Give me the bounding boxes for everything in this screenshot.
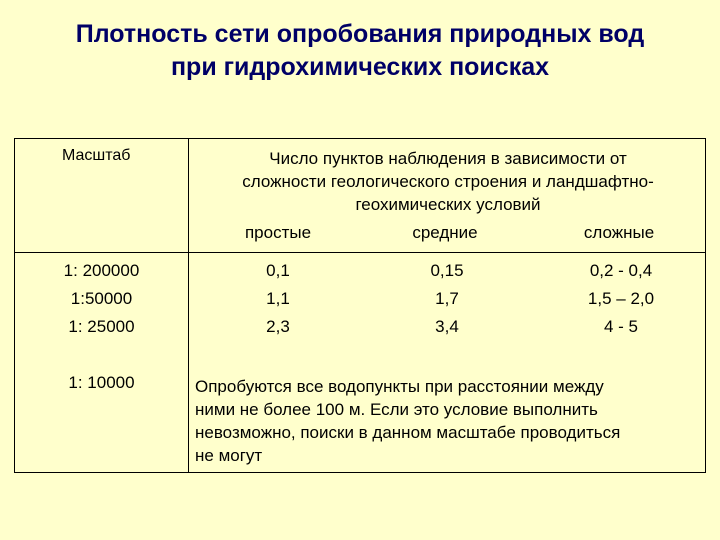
cell-medium: 1,7 xyxy=(435,289,459,308)
cell-complex: 1,5 – 2,0 xyxy=(587,289,655,308)
header-count-line-1: Число пунктов наблюдения в зависимости от xyxy=(269,149,627,168)
page-title xyxy=(0,18,720,84)
table-row-scale: 1: 200000 xyxy=(63,261,140,280)
sampling-density-table xyxy=(14,138,706,473)
simple-values xyxy=(218,257,338,341)
table-row-scale: 1:50000 xyxy=(70,289,133,308)
header-complex: сложные xyxy=(583,223,655,242)
table-row-divider xyxy=(15,252,705,253)
cell-simple: 2,3 xyxy=(266,317,290,336)
note-large-scale xyxy=(195,375,701,467)
scale-list xyxy=(15,257,188,341)
header-count-line-3: геохимических условий xyxy=(355,195,541,214)
header-count-line-2: сложности геологического строения и ландшафтно- xyxy=(242,172,654,191)
cell-simple: 1,1 xyxy=(266,289,290,308)
header-medium: средние xyxy=(412,223,478,242)
complex-values xyxy=(561,257,681,341)
header-scale: Масштаб xyxy=(62,147,131,164)
cell-complex: 4 - 5 xyxy=(603,317,639,336)
note-line-4: не могут xyxy=(195,446,263,465)
note-line-1: Опробуются все водопункты при расстоянии между xyxy=(195,377,604,396)
cell-medium: 0,15 xyxy=(430,261,464,280)
header-simple: простые xyxy=(244,223,312,242)
title-line-1: Плотность сети опробования природных вод xyxy=(75,20,645,48)
medium-values xyxy=(387,257,507,341)
note-line-3: невозможно, поиски в данном масштабе проводиться xyxy=(195,423,621,442)
cell-medium: 3,4 xyxy=(435,317,459,336)
note-line-2: ними не более 100 м. Если это условие выполнить xyxy=(195,400,598,419)
title-line-2: при гидрохимических поисках xyxy=(170,53,550,81)
cell-simple: 0,1 xyxy=(266,261,290,280)
cell-complex: 0,2 - 0,4 xyxy=(589,261,653,280)
header-observation-count xyxy=(193,147,703,216)
table-column-divider xyxy=(188,139,189,472)
table-row-scale: 1: 25000 xyxy=(68,317,135,336)
table-row-scale-last: 1: 10000 xyxy=(68,373,135,392)
